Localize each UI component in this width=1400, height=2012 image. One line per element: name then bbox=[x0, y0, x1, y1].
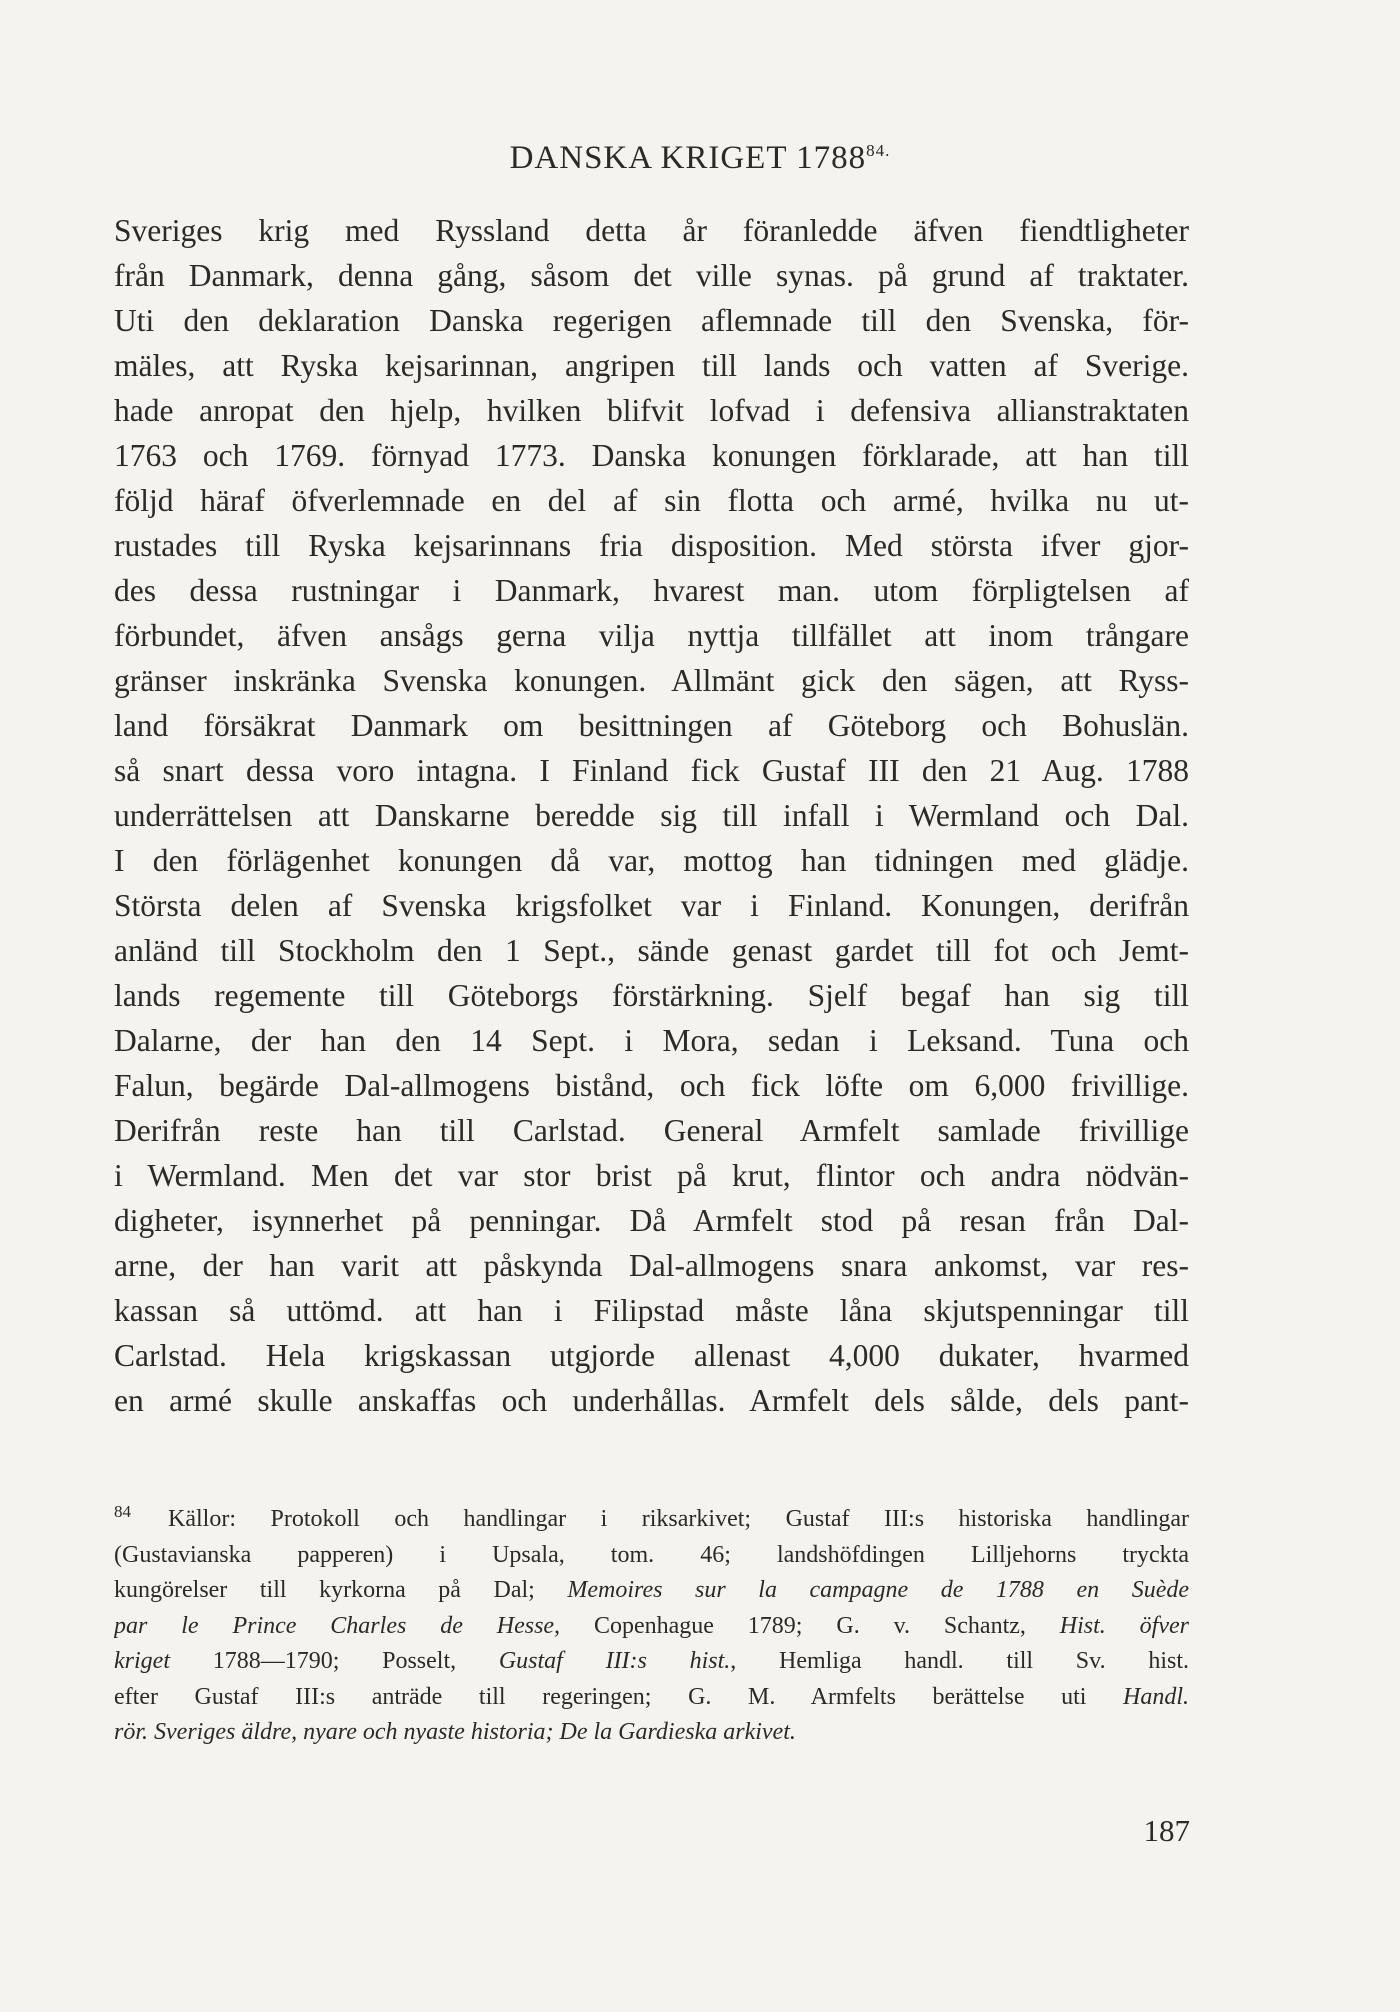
body-line: arne, der han varit att påskynda Dal-allmogens snara ankomst, var res- bbox=[114, 1248, 1189, 1283]
footnote-marker: 84 bbox=[114, 1502, 131, 1521]
footnote-italic-text: kriget bbox=[114, 1648, 170, 1674]
body-line: Sveriges krig med Ryssland detta år föranledde äfven fiendtligheter bbox=[114, 213, 1189, 248]
body-line: land försäkrat Danmark om besittningen af Göteborg och Bohuslän. bbox=[114, 708, 1189, 743]
footnote-line bbox=[114, 1538, 1189, 1574]
body-line: kassan så uttömd. att han i Filipstad måste låna skjutspenningar till bbox=[114, 1293, 1189, 1328]
body-line: mäles, att Ryska kejsarinnan, angripen till lands och vatten af Sverige. bbox=[114, 348, 1189, 383]
body-line: 1763 och 1769. förnyad 1773. Danska konungen förklarade, att han till bbox=[114, 438, 1189, 473]
footnote-italic-text: Gustaf III:s hist. bbox=[498, 1648, 731, 1674]
footnote bbox=[114, 1502, 1189, 1751]
footnote-text: , Hemliga handl. till Sv. hist. bbox=[730, 1648, 1189, 1674]
body-line: Derifrån reste han till Carlstad. General Armfelt samlade frivillige bbox=[114, 1113, 1189, 1148]
body-line: rustades till Ryska kejsarinnans fria disposition. Med största ifver gjor- bbox=[114, 528, 1189, 563]
footnote-text: kungörelser till kyrkorna på Dal; bbox=[114, 1577, 568, 1603]
page-number: 187 bbox=[1143, 1813, 1190, 1848]
footnote-line bbox=[114, 1573, 1189, 1609]
footnote-lines bbox=[114, 1502, 1189, 1751]
footnote-reference: 84. bbox=[866, 141, 891, 160]
footnote-line bbox=[168, 1502, 1189, 1538]
chapter-title bbox=[0, 140, 1400, 177]
footnote-italic-text: rör. Sveriges äldre, nyare och nyaste historia; De la Gardieska arkivet. bbox=[114, 1719, 796, 1745]
footnote-line bbox=[114, 1715, 1189, 1751]
body-line: des dessa rustningar i Danmark, hvarest man. utom förpligtelsen af bbox=[114, 573, 1189, 608]
body-line: underrättelsen att Danskarne beredde sig till infall i Wermland och Dal. bbox=[114, 798, 1189, 833]
chapter-title-text: DANSKA KRIGET 1788 bbox=[509, 140, 867, 176]
body-line: hade anropat den hjelp, hvilken blifvit lofvad i defensiva allianstraktaten bbox=[114, 393, 1189, 428]
body-line: I den förlägenhet konungen då var, mottog han tidningen med glädje. bbox=[114, 843, 1189, 878]
body-line: Carlstad. Hela krigskassan utgjorde allenast 4,000 dukater, hvarmed bbox=[114, 1338, 1189, 1373]
body-line: från Danmark, denna gång, såsom det ville synas. på grund af traktater. bbox=[114, 258, 1189, 293]
body-line: gränser inskränka Svenska konungen. Allmänt gick den sägen, att Ryss- bbox=[114, 663, 1189, 698]
footnote-line bbox=[114, 1609, 1189, 1645]
footnote-italic-text: Handl. bbox=[1123, 1683, 1189, 1710]
body-line: Falun, begärde Dal-allmogens bistånd, och fick löfte om 6,000 frivillige. bbox=[114, 1068, 1189, 1103]
footnote-line bbox=[114, 1680, 1189, 1716]
body-line: Dalarne, der han den 14 Sept. i Mora, sedan i Leksand. Tuna och bbox=[114, 1023, 1189, 1058]
footnote-text: 1788—1790; Posselt, bbox=[169, 1648, 499, 1674]
body-line: en armé skulle anskaffas och underhållas. Armfelt dels sålde, dels pant- bbox=[114, 1383, 1189, 1418]
body-line: Största delen af Svenska krigsfolket var i Finland. Konungen, derifrån bbox=[114, 888, 1189, 923]
footnote-text: Källor: Protokoll och handlingar i riksarkivet; Gustaf III:s historiska handlingar bbox=[168, 1506, 1189, 1532]
footnote-text: efter Gustaf III:s anträde till regeringen; G. M. Armfelts berättelse uti bbox=[114, 1683, 1123, 1710]
body-line: förbundet, äfven ansågs gerna vilja nyttja tillfället att inom trångare bbox=[114, 618, 1189, 653]
body-line: digheter, isynnerhet på penningar. Då Armfelt stod på resan från Dal- bbox=[114, 1203, 1189, 1238]
body-line: så snart dessa voro intagna. I Finland fick Gustaf III den 21 Aug. 1788 bbox=[114, 753, 1189, 788]
body-line: lands regemente till Göteborgs förstärkning. Sjelf begaf han sig till bbox=[114, 978, 1189, 1013]
footnote-text: Copenhague 1789; G. v. Schantz, bbox=[560, 1612, 1060, 1639]
body-line: i Wermland. Men det var stor brist på krut, flintor och andra nödvän- bbox=[114, 1158, 1189, 1193]
footnote-italic-text: par le Prince Charles de Hesse, bbox=[114, 1612, 561, 1639]
body-line: anländ till Stockholm den 1 Sept., sände genast gardet till fot och Jemt- bbox=[114, 933, 1189, 968]
footnote-line bbox=[114, 1644, 1189, 1680]
body-line: följd häraf öfverlemnade en del af sin flotta och armé, hvilka nu ut- bbox=[114, 483, 1189, 518]
body-line: Uti den deklaration Danska regerigen aflemnade till den Svenska, för- bbox=[114, 303, 1189, 338]
footnote-italic-text: Memoires sur la campagne de 1788 en Suède bbox=[567, 1577, 1189, 1603]
body-text bbox=[114, 208, 1189, 1423]
footnote-text: (Gustavianska papperen) i Upsala, tom. 46; landshöfdingen Lilljehorns tryckta bbox=[114, 1541, 1189, 1568]
footnote-italic-text: Hist. öfver bbox=[1059, 1612, 1189, 1639]
